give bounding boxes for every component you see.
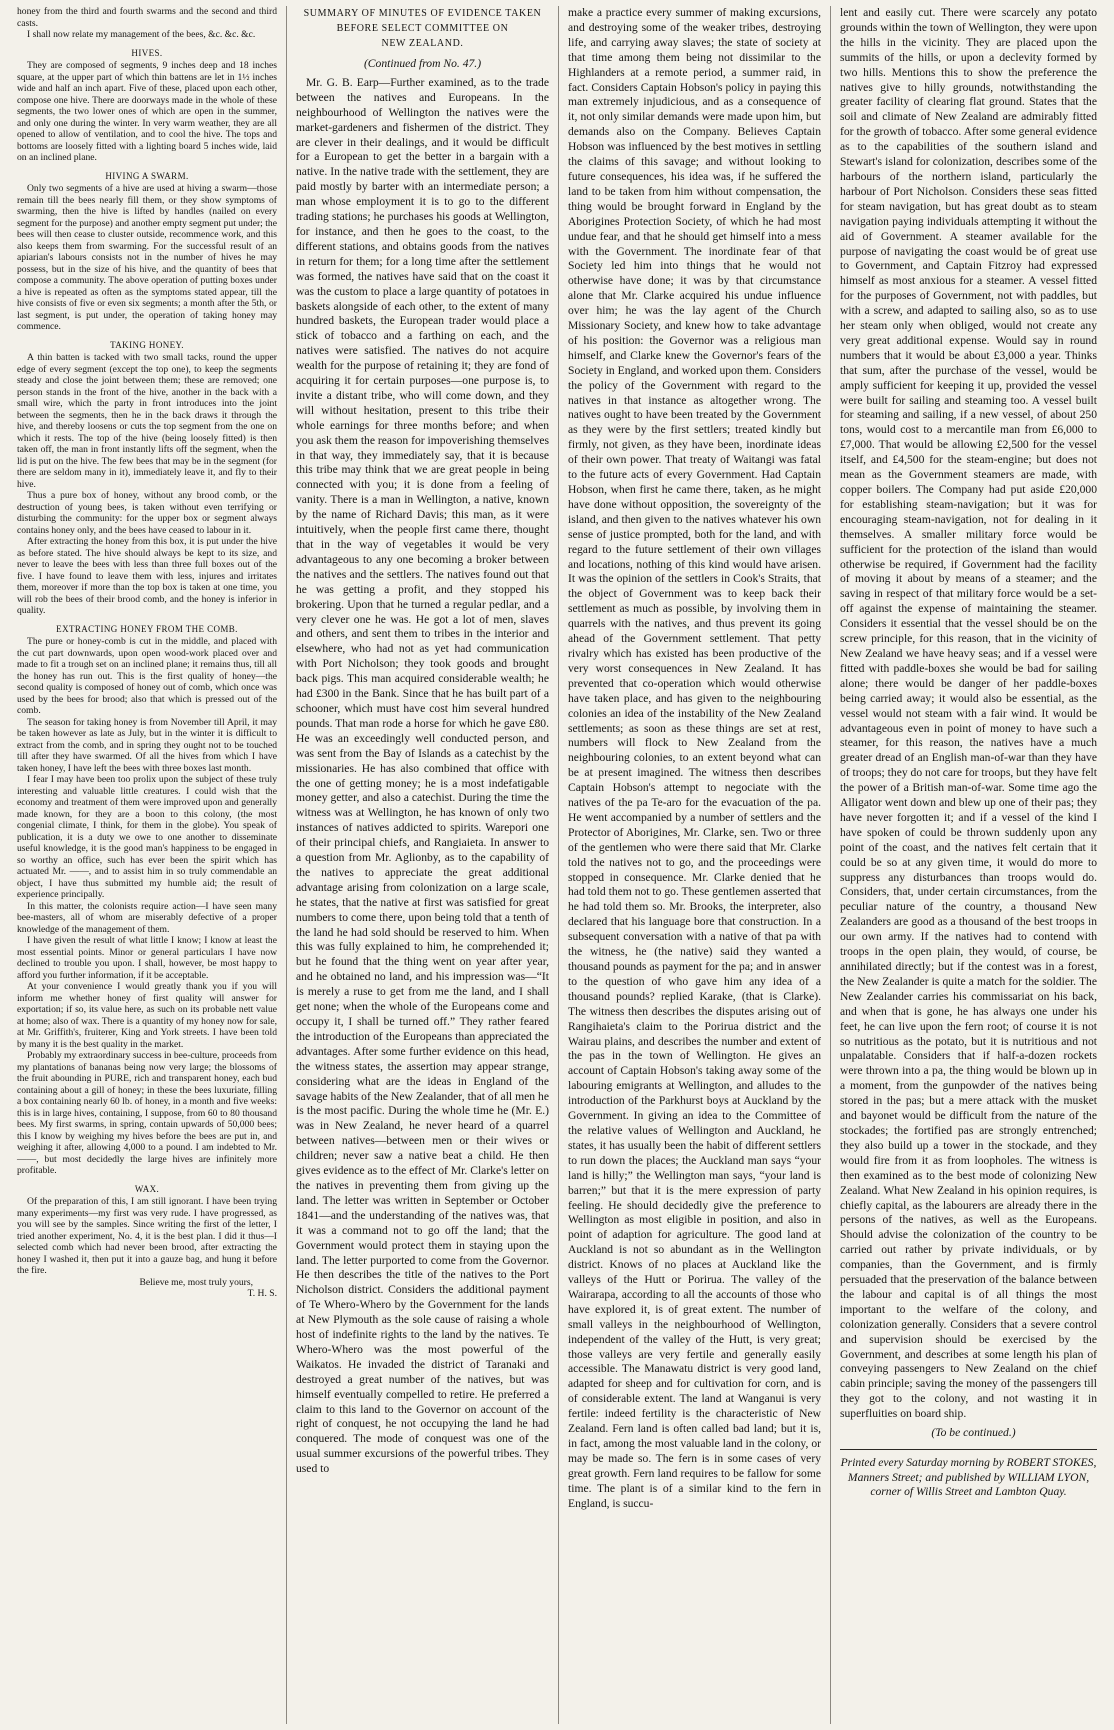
section-heading: EXTRACTING HONEY FROM THE COMB. [56,623,238,634]
section-paragraph: Probably my extraordinary success in bee-culture, proceeds from my plantations of bananas being now very large; the blossoms of the fruit abounding in PURE, rich and transparent honey, each bud containing about a gill of honey; in these the bees luxuriate, filling a box containing nearly 60 lb. of honey, in a month and five weeks: this is in large hives, containing, I suppose, from 60 to 80 thousand bees. My first swarms, in spring, contain upwards of 50,000 bees; this I know by weighing my hives before the bees are put in, and weighing it after, allowing 4,000 to a pound. I am indebted to Mr. ——, but most decidedly the large hives are infinitely more profitable. [17,1050,277,1176]
body-paragraph: Mr. G. B. Earp—Further examined, as to the trade between the natives and Europeans. In the neighbourhood of Wellington the natives were the market-gardeners and fishermen of the district. They are clever in their dealings, and it would be difficult for a European to get the better in a bargain with a native. In the native trade with the settlement, they are paid mostly by barter with an intermediate person; a man whose employment it is to go to the different trading stations; he purchases his goods at Wellington, for instance, and then he goes to the coast, to the different stations, and obtains goods from the natives in return for them; for a long time after the settlement was formed, the natives have said that on the coast it was the custom to place a large quantity of potatoes in baskets alongside of each other, to the extent of many hundred baskets, the European trader would place a stick of tobacco and a farthing on each, and the natives were satisfied. The natives do not acquire wealth for the purpose of retaining it; they are fond of acquiring it for certain purposes—one purpose is, to invite a distant tribe, who will come down, and they will without hesitation, present to this tribe their whole earnings for three months before; and when you ask them the reason for impoverishing themselves in that way, they immediately say, that it is because this tribe may think that we are great people in being connected with you; it is done from a feeling of vanity. There is a man in Wellington, a native, known by the name of Richard Davis; this man, as it were intuitively, when the people first came there, thought that in the way of vegetables it would be very advantageous to any one becoming a broker between the natives and the settlers. The natives found out that he was getting a profit, and they stopped his brokering. Upon that he turned a regular pedlar, and a very clever one he was. He got a lot of men, slaves and others, and sent them to tribes in the interior and elsewhere, who had not as yet had communication with Port Nicholson; they took goods and brought back pigs. This man acquired considerable wealth; he had £300 in the Bank. Since that he has built part of a schooner, which must have cost him several hundred pounds. That man rode a horse for which he gave £80. He was an exceedingly well conducted person, and was sent from the Bay of Islands as a catechist by the missionaries. He has also combined that office with the one of getting money; he is a most indefatigable money getter, and also a catechist. During the time the witness was at Wellington, he has known of only two instances of natives addicted to spirits. Warepori one of their principal chiefs, and Rangiaieta. In answer to a question from Mr. Aglionby, as to the capability of the natives to appreciate the great additional advantage arising from colonization on a large scale, he states, that the native at first was satisfied for great numbers to come there, upon being told that a tenth of the land he had sold should be reserved to him. When this was fully explained to him, he comprehended it; but he found that the thing went on year after year, and he obtained no land, and his impression was—“It is merely a ruse to get from me the land, and I shall get none; when the whole of the Europeans come and occupy it, I shall be turned off.” They rather feared the introduction of the Europeans than appreciated the advantages. After some further evidence on this head, the witness states, the assertion may appear strange, considering what are the ideas in England of the savage habits of the New Zealander, that of all men he is the most pacific. During the whole time he (Mr. E.) was in New Zealand, he never heard of a quarrel between natives—between men or their wives or children; never saw a native beat a child. He then gives evidence as to the effect of Mr. Clarke's letter on the natives in preventing them from giving up the land. The letter was written in September or October 1841—and the understanding of the natives was, that it was a command not to go off the land; that the Government would protect them in staying upon the land. The letter purported to come from the Governor. He then describes the title of the natives to the Port Nicholson district. Considers the additional payment of Te Whero-Whero by the Government for the lands at New Plymouth as the sole cause of raising a whole host of indefinite rights to the land by the natives. Te Whero-Whero was the most powerful of the Waikatos. He invaded the district of Taranaki and destroyed a great number of the natives, but was himself eventually compelled to retire. He preferred a claim to this land to the Governor on account of the right of conquest, he not occupying the land he had conquered. The mode of conquest was one of the usual summer excursions of the powerful tribes. They used to [296,75,549,1476]
column-evidence-final [830,6,1106,1724]
section-heading: TAKING HONEY. [110,339,184,350]
column-evidence-continued [558,6,830,1724]
section-paragraph: I have given the result of what little I know; I know at least the most essential points. Minor or general particulars I have now declined to trouble you upon. I shall, however, be most happy to afford you further information, if it be acceptable. [17,935,277,981]
evidence-text-continued [568,6,821,1512]
letter-intro [17,6,277,41]
continued-note: (Continued from No. 47.) [363,57,482,70]
section-paragraph: The pure or honey-comb is cut in the middle, and placed with the cut part downwards, upon open wood-work placed over and made to fit a trough set on an inclined plane; it remains thus, till all the honey has run out. This is the first quality of honey—the second quality is composed of honey out of comb, which once was used by the bees for brood; also that which is pressed out of the comb. [17,636,277,716]
section-paragraph: After extracting the honey from this box, it is put under the hive as before stated. The hive should always be kept to its size, and never to leave the bees with less than three full boxes out of the five. I have found to leave them with less, injures and irritates them, moreover if more than the top box is taken at one time, you will rob the bees of their brood comb, and the honey is inferior in quality. [17,536,277,616]
article-header-line3: NEW ZEALAND. [381,38,464,49]
imprint-rule [840,1449,1097,1450]
section-paragraph: They are composed of segments, 9 inches deep and 18 inches square, at the upper part of which thin battens are let in 1½ inches wide and half an inch apart. Five of these, placed upon each other, compose one hive. There are doorways made in the whole of these segments, the two lower ones of which are open in the summer, and only one during the winter. In very warm weather, they are all opened to allow of ventilation, and to cool the hive. The tops and bottoms are loosely fitted with a lighting board 5 inches wide, laid on an inclined plane. [17,60,277,163]
section-heading: HIVES. [131,47,163,58]
column-bee-letter [8,6,286,1724]
article-header [296,6,549,51]
section-paragraph: In this matter, the colonists require action—I have seen many bee-masters, all of whom are miserably defective of a proper knowledge of the management of them. [17,900,277,935]
section-heading: WAX. [134,1183,160,1194]
body-paragraph: make a practice every summer of making excursions, and destroying some of the weaker tribes, destroying life, and carrying away slaves; the state of society at that time among them being not dissimilar to the Highlanders at a remote period, a summer raid, in fact. Considers Captain Hobson's policy in paying this man extremely injudicious, and as a consequence of it, not only similar demands were made upon him, but demands also on the Company. Believes Captain Hobson was influenced by the best motives in settling the claims of this savage; and without looking to future consequences, his idea was, if he suffered the land to be taken from him without compensation, the thing would be brought forward in England by the Aborigines Protection Society, of which he had most undue fear, and that he should get himself into a mess with the Government. The inordinate fear of that Society led him into things that he would not otherwise have done; it was by that circumstance alone that Mr. Clarke acquired his undue influence over him; he was the lay agent of the Church Missionary Society, and knew how to take advantage of his position: the Governor was a religious man himself, and Clarke knew the Governor's fears of the Society in England, and worked upon them. Considers the policy of the Government with regard to the natives in that instance as altogether wrong. The natives ought to have been treated by the Government as they were by the first settlers; treated kindly but firmly, not given, as they have been, inordinate ideas of their own power. That treaty of Waitangi was fatal to the future acts of every Government. Had Captain Hobson, when first he came there, taken, as he might have done without opposition, the sovereignty of the island, and then given to the natives whatever his own sense of justice prompted, both for the land, and with regard to the future settlement of their own villages and locations, nothing of this kind would have arisen. It was the opinion of the settlers in Cook's Straits, that the object of Government was to keep back their settlement as much as possible, by involving them in quarrels with the natives, and thus prevent its going ahead of the Government settlement. That petty rivalry which has existed has been productive of the very worst consequences in New Zealand. It has prevented that co-operation which would otherwise have taken place, and has given to the neighbouring colonies an idea of the instability of the New Zealand settlements; as soon as these things are set at rest, numbers will flock to New Zealand from the neighbouring colonies, to an extent beyond what can be at present imagined. The witness then describes Captain Hobson's attempt to negociate with the natives of the pa Te-aro for the evacuation of the pa. He went accompanied by a number of settlers and the Protector of Aborigines, Mr. Clarke, sen. Two or three of the gentlemen who were there said that Mr. Clarke told the natives not to go, and the proceedings were stopped in consequence. Mr. Clarke denied that he had told them not to go. These gentlemen asserted that he had told them so. Mr. Brooks, the interpreter, also declared that his language bore that construction. In a subsequent conversation with a native of that pa with the witness, he (the native) said they wanted a thousand pounds as payment for the pa; and in answer to the question of who gave him any idea of a thousand pounds? replied Karake, (that is Clarke). The witness then describes the disputes arising out of Rangihaieta's claim to the Porirua district and the Wairau plains, and describes the number and extent of the pas in the town of Wellington. He gives an account of Captain Hobson's taking away some of the labouring emigrants at Wellington, and alludes to the introduction of the Parkhurst boys at Auckland by the Government. In giving an idea to the Committee of the relative values of Wellington and Auckland, he states, it has usually been the habit of different settlers to run down the places; the Auckland man says “your land is hilly;” the Wellington man says, “your land is barren;” but that it is the mere expression of party feeling. He should decidedly give the preference to Wellington as most eligible in position, and also in point of adaption for agriculture. The good land at Auckland is not so abundant as in the Wellington district. Knows of no places at Auckland like the valleys of the Hutt or Porirua. The valley of the Wairarapa, according to all the accounts of those who have explored it, is of great extent. The number of small valleys in the neighbourhood of Wellington, independent of the valley of the Hutt, is very great; those valleys are very fertile and generally easily accessible. The Manawatu district is very good land, adapted for sheep and for cultivation for corn, and is of considerable extent. The land at Wanganui is very fertile: indeed fertility is the characteristic of New Zealand. Fern land is often called bad land; but it is, in fact, among the most valuable land in the colony, or may be made so. The fern is in some cases of very great growth. Fern land requires to be fallow for some time. The plant is of a similar kind to the fern in England, is succu- [568,6,821,1510]
letter-closing: Believe me, most truly yours, [139,1276,253,1288]
letter-sections [17,48,277,1277]
evidence-text [296,76,549,1477]
to-be-continued: (To be continued.) [931,1426,1016,1440]
section-paragraph: Only two segments of a hive are used at hiving a swarm—those remain till the bees nearly fill them, or they show symptoms of swarming, then the hive is lifted by handles (nailed on every segment for the purpose) and another empty segment put under; the bees will then cease to cluster outside, recommence work, and this also keeps them from swarming. For the successful result of an apiarian's labours consists not in the number of hives he may possess, but in the size of his hive, and the quantity of bees that compose a community. The above operation of putting boxes under a hive is repeated as often as the symptoms stated appear, till the hive consists of five or even six segments; a month after the 5th, or last segment, is put under, the operation of taking honey may commence. [17,183,277,332]
section-heading: HIVING A SWARM. [105,170,189,181]
section-paragraph: Thus a pure box of honey, without any brood comb, or the destruction of young bees, is taken without even terrifying or disturbing the community: for the upper box or segment always contains honey only, and the bees have ceased to labour in it. [17,490,277,536]
section-paragraph: At your convenience I would greatly thank you if you will inform me whether honey of first quality will answer for exportation; if so, its value here, as such on its probable nett value at home; also of wax. There is a quantity of my honey now for sale, at Mr. Griffith's, fruiterer, King and York streets. I have been told by many it is the best quality in the market. [17,981,277,1050]
section-paragraph: I fear I may have been too prolix upon the subject of these truly interesting and valuable little creatures. I could wish that the economy and treatment of them were improved upon and generally made known, for they are a boon to this colony, (the most congenial climate, I think, for them in the globe). You speak of publication, it is a duty we owe to one another to disseminate useful knowledge, it is the good man's happiness to be engaged in so worthy an office, such has ever been the spirit which has actuated Mr. ——, and to assist him in so truly commendable an object, I have thus submitted my humble aid; the result of experience principally. [17,774,277,900]
section-paragraph: The season for taking honey is from November till April, it may be taken however as late as July, but in the winter it is difficult to extract from the comb, and in spring they ought not to be touched till after they have swarmed. Of all the hives from which I have taken honey, I have left the bees with three boxes last month. [17,716,277,774]
column-evidence-summary [286,6,558,1724]
evidence-text-final [840,6,1097,1422]
article-header-line1: SUMMARY OF MINUTES OF EVIDENCE TAKEN [303,8,542,19]
section-paragraph: Of the preparation of this, I am still ignorant. I have been trying many experiments—my first was very rude. I have progressed, as you will see by the samples. Since writing the first of the letter, I tried another experiment, No. 4, it is the best plan. I did it thus—I selected comb which had never been brood, after extracting the honey I washed it, then put it into a gauze bag, and hung it before the fire. [17,1196,277,1276]
printer-imprint: Printed every Saturday morning by ROBERT STOKES, Manners Street; and published by WILLIAM LYON, corner of Willis Street and Lambton Quay. [840,1456,1097,1498]
intro-paragraph: honey from the third and fourth swarms and the second and third casts. [17,6,277,29]
letter-signature: T. H. S. [247,1288,277,1299]
section-paragraph: A thin batten is tacked with two small tacks, round the upper edge of every segment (except the top one), to keep the segments steady and close the joint between them; these are removed; one person stands in the front of the hive, another in the back with a small wire, which the party in front introduces into the joint between the segments, then he in the back draws it through the hive, and thereby loosens or cuts the top segment from the one on which it rests. The top of the hive (being loosely fitted) is then taken off, the man in front instantly lifts off the segment, when the lid is put on the hive. The few bees that may be in the segment (for there are seldom many in it), immediately leave it, and fly to their hive. [17,352,277,490]
article-header-line2: BEFORE SELECT COMMITTEE ON [336,23,509,34]
body-paragraph: lent and easily cut. There were scarcely any potato grounds within the town of Wellington, they were upon the hills in the vicinity. They are placed upon the summits of the hills, or upon a declevity formed by two hills. Mentions this to show the preference the natives give to hilly grounds, notwithstanding the greater facility of clearing flat ground. States that the soil and climate of New Zealand are admirably fitted for the growth of tobacco. After some general evidence as to the capabilities of the southern island and Stewart's island for colonization, describes some of the harbours of the northern island, particularly the harbour of Port Nicholson. Considers these seas fitted for steam navigation, but has great doubt as to steam navigation paying individuals attempting it without the aid of Government. A steamer available for the purpose of navigating the coast would be of great use to Government, and Captain Fitzroy had expressed himself as most anxious for a steamer. A vessel fitted for the purposes of Government, not with paddles, but with a screw, and adapted to sailing also, so as to use her steam only when obliged, would not create any very great additional expense. Would say in round numbers that it would be about £3,000 a year. Thinks that sum, after the purchase of the vessel, would be amply sufficient for keeping it up, provided the vessel were built for sailing and steaming too. A vessel built for steaming and sailing, if a new vessel, of about 250 tons, would cost to a mercantile man from £6,000 to £7,000. That would be allowing £2,500 for the vessel itself, and £4,500 for the steam-engine; but does not mean as the Government steamers are made, with copper boilers. The Company had put aside £20,000 for establishing steam-navigation; but it was for encouraging steam-navigation, not for dealing in it themselves. A smaller military force would be sufficient for the protection of the island than would otherwise be required, if Government had the facility of moving it about by means of a steamer; and the saving in respect of that military force would be a set-off against the expense of maintaining the steamer. Considers it essential that the vessel should be on the screw principle, for this reason, that in the vicinity of New Zealand we have heavy seas; and if a vessel were fitted with paddle-boxes she would be bad for sailing alone; there would be danger of her paddle-boxes being carried away; it would also be essential, as the vessel would not steam with a fair wind. It would be advantageous even in point of money to have such a steamer, for this reason, the natives have a much greater dread of an English man-of-war than they have of troops; they do not care for troops, but they have felt the power of a British man-of-war. Some time ago the Alligator went down and blew up one of their pas; they have never forgotten it; and if a vessel of the kind I have spoken of could be thrown suddenly upon any point of the coast, and the natives felt certain that it could be so at any given time, it would do more to suppress any disturbances than troops would do. Considers, that, under certain circumstances, from the peculiar nature of the country, a thousand New Zealanders are good as a thousand of the best troops in our own army. If the natives had to contend with troops in the open plain, they would, of course, be annihilated directly; but if the contest was in a forest, the New Zealander is quite a match for the soldier. The New Zealander carries his commissariat on his back, and when that is gone, he has always one under his feet, he can live upon the fern root; of course it is not so nutritious as the potato, but it is nutritious and not unpalatable. Considers that if half-a-dozen rockets were thrown into a pa, the thing would be blown up in a moment, from the gunpowder of the natives being stored in the pas; but a mere attack with the musket and bayonet would be difficult from the nature of the stockades; the fortified pas are strongly entrenched; they also build up a tower in the stockade, and they would fire from it as from loopholes. The witness is then examined as to the best mode of colonizing New Zealand. What New Zealand in his opinion requires, is chiefly capital, as the labourers are already there in the persons of the natives, as well as the Europeans. Should advise the colonization of the country to be carried out rather by private individuals, or by companies, than the Government, and is firmly persuaded that the preservation of the balance between the labour and capital is of all things the most important to the welfare of the colony, and colonization generally. Considers that a severe control and supervision should be exercised by the Government, and describes at some length his plan of conveying passengers to New Zealand on the chief cabin principle; saving the money of the passengers till they got to the colony, and not wasting it in superfluities on board ship. [840,6,1097,1421]
intro-paragraph: I shall now relate my management of the bees, &c. &c. &c. [27,29,256,40]
